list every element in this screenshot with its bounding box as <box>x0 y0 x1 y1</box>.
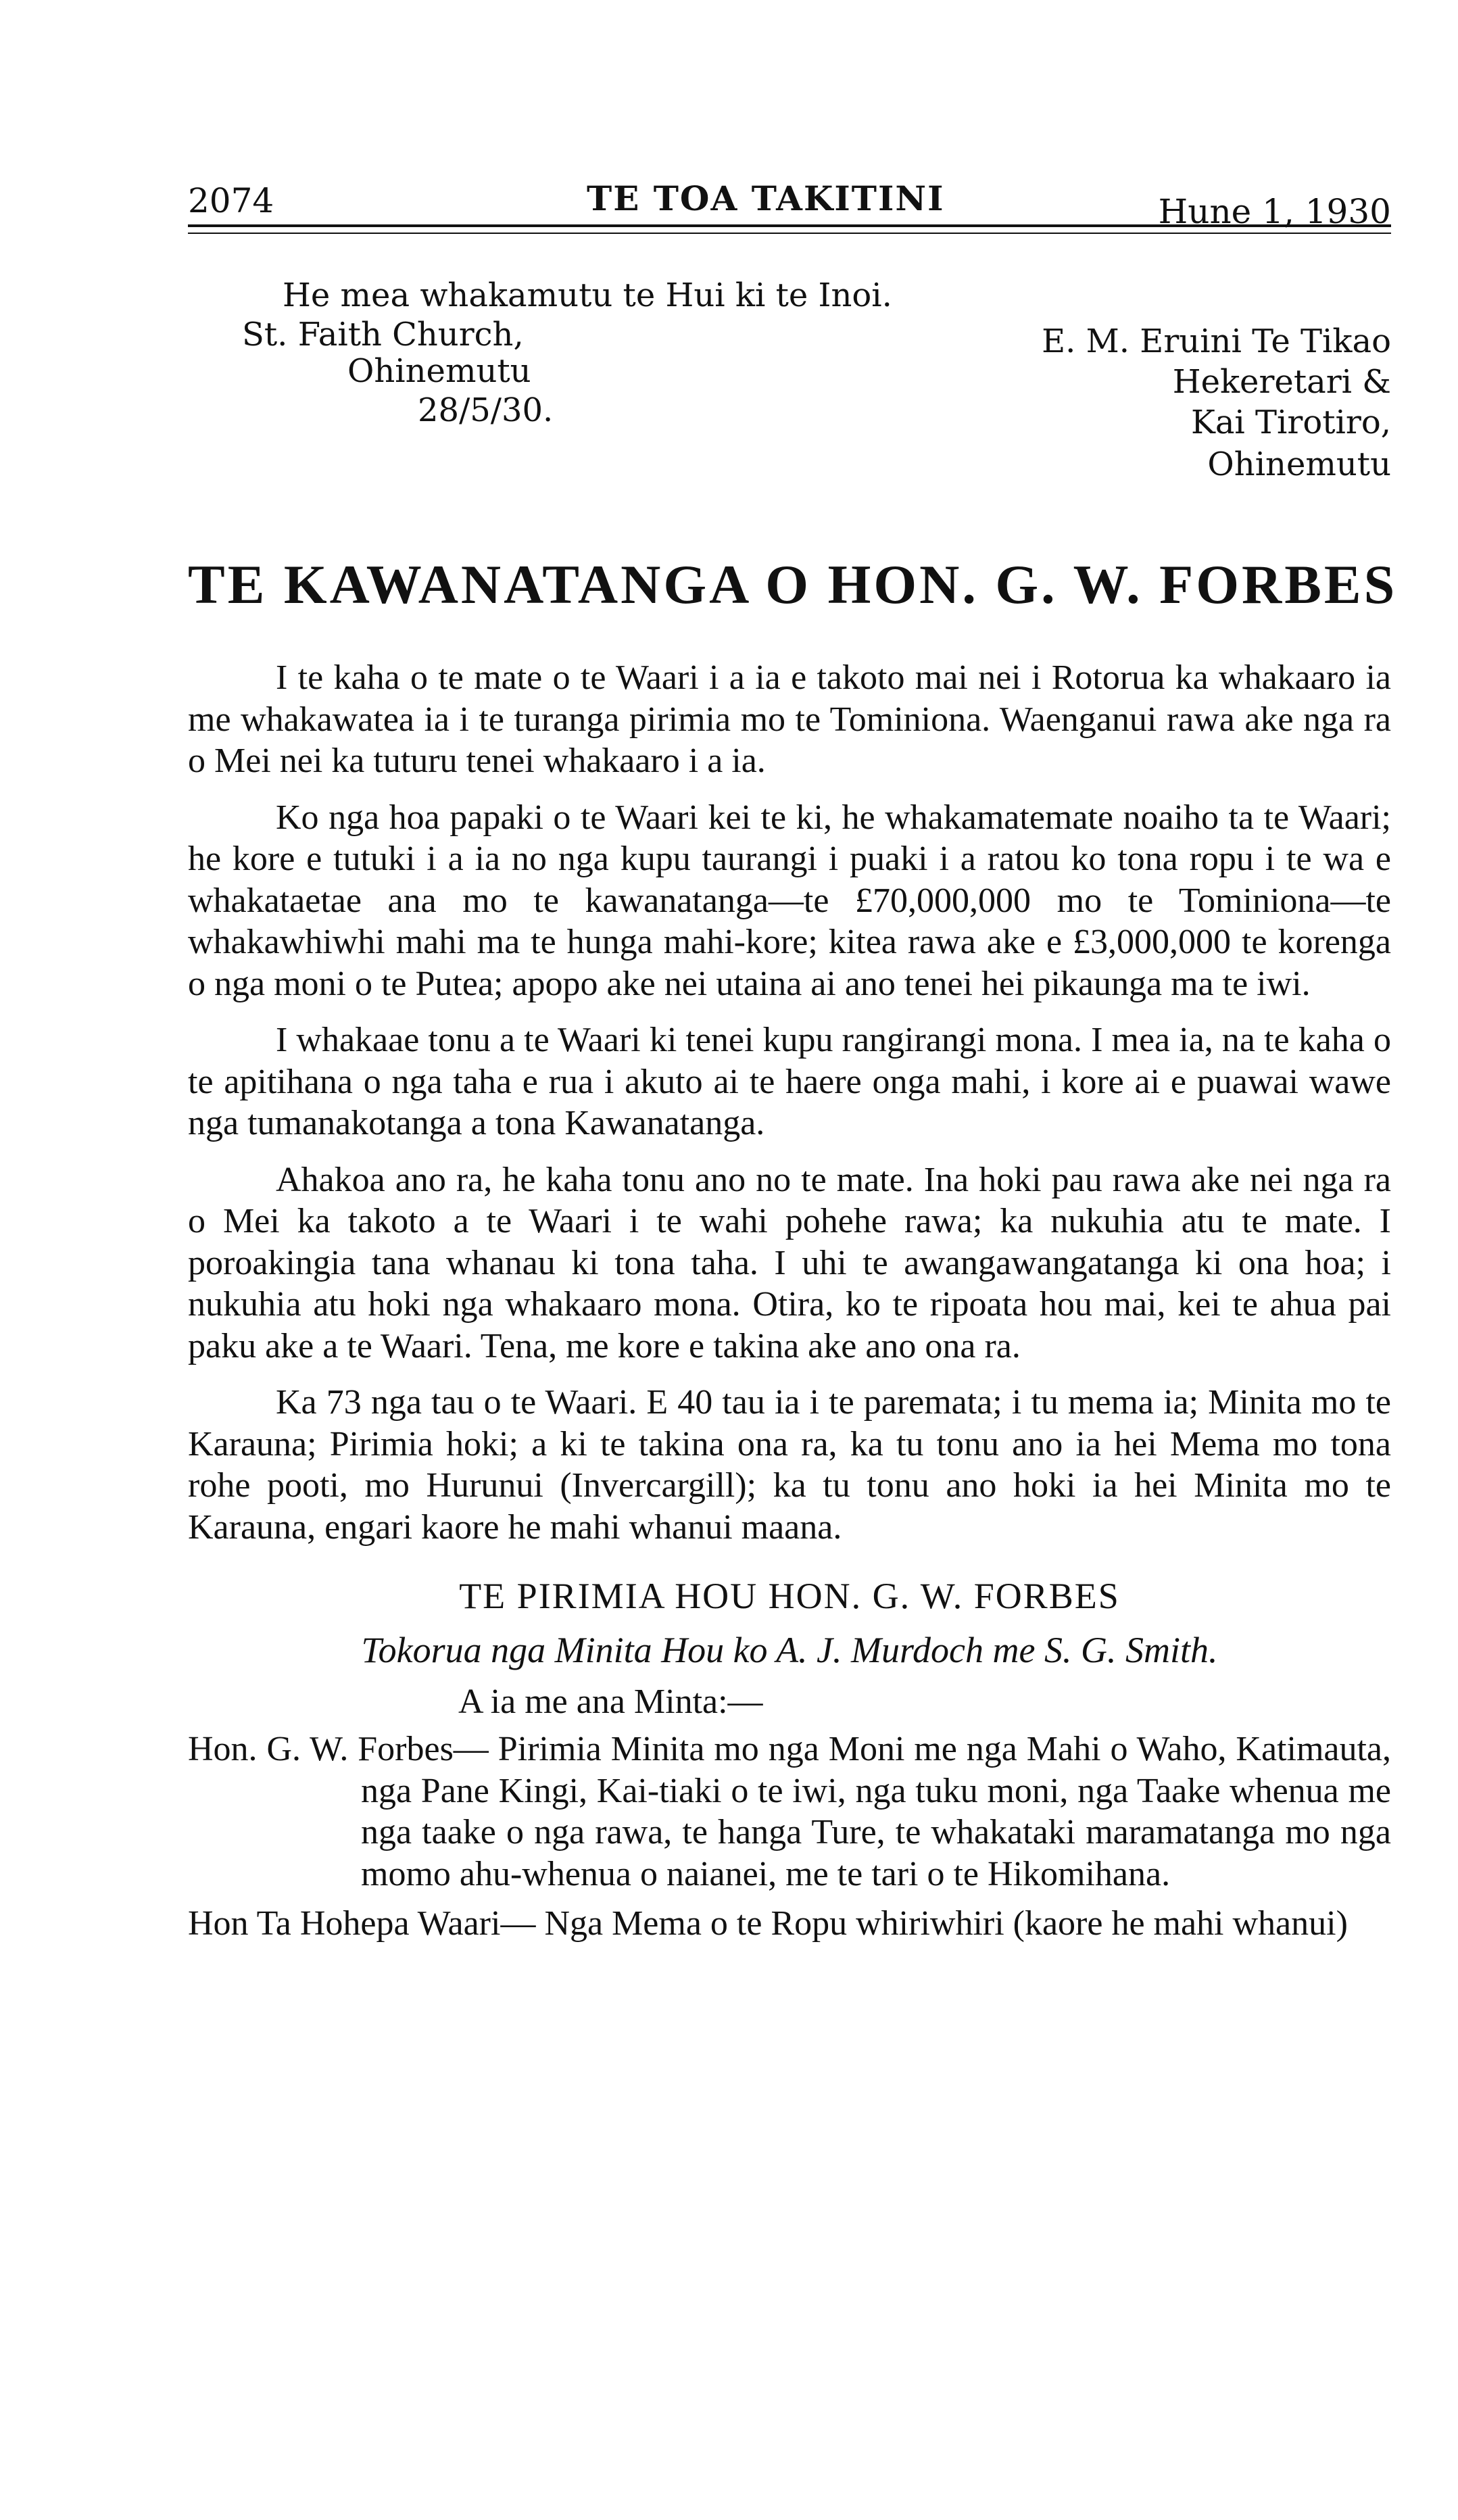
closing-line: He mea whakamutu te Hui ki te Inoi. <box>283 276 892 314</box>
minister-entry: Hon. G. W. Forbes— Pirimia Minita mo nga Moni me nga Mahi o Waho, Katimauta, nga Pane Kingi, Kai-tiaki o te iwi, nga tuku moni, nga Taake whenua me nga taake o nga rawa, te hanga Ture, te whakataki maramatanga mo nga momo ahu-whenua o naianei, me te tari o te Hikomihana. <box>188 1730 1391 1893</box>
section-subtitle: Tokorua nga Minita Hou ko A. J. Murdoch me S. G. Smith. <box>361 1630 1218 1670</box>
minister-entry: Hon Ta Hohepa Waari— Nga Mema o te Ropu whiriwhiri (kaore he mahi whanui) <box>188 1904 1348 1943</box>
closing-date: 28/5/30. <box>418 391 554 429</box>
issue-date: Hune 1, 1930 <box>1158 192 1391 231</box>
ministers-intro: A ia me ana Minta:— <box>458 1682 763 1721</box>
paragraph: Ko nga hoa papaki o te Waari kei te ki, he whakamatemate noaiho ta te Waari; he kore e tutuki i a ia no nga kupu taurangi i puaki i a ratou ko tona ropu i te wa e whakataetae ana mo te kawanatanga—te £70,000,000 mo te Tominiona—te whakawhiwhi mahi ma te hunga mahi-kore; kitea rawa ake e £3,000,000 te korenga o nga moni o te Putea; apopo ake nei utaina ai ano tenei hei pikaunga ma te iwi. <box>188 798 1391 1003</box>
closing-block <box>188 276 1391 539</box>
church-location: Ohinemutu <box>347 352 531 390</box>
page <box>188 174 1398 1953</box>
running-header <box>188 174 1391 231</box>
header-rule <box>188 224 1391 227</box>
paragraph: Ka 73 nga tau o te Waari. E 40 tau ia i te paremata; i tu mema ia; Minita mo te Karauna; Pirimia hoki; a ki te takina ona ra, ka tu tonu ano ia hei Mema mo tona rohe pooti, mo Hurunui (Invercargill); ka tu tonu ano hoki ia hei Minita mo te Karauna, engari kaore he mahi whanui maana. <box>188 1383 1391 1547</box>
article-title: TE KAWANATANGA O HON. G. W. FORBES <box>188 554 1398 615</box>
paragraph: I te kaha o te mate o te Waari i a ia e takoto mai nei i Rotorua ka whakaaro ia me whakawatea ia i te turanga pirimia mo te Tominiona. Waenganui rawa ake nga ra o Mei nei ka tuturu tenei whakaaro i a ia. <box>188 658 1391 780</box>
signatory-role-2: Kai Tirotiro, <box>1190 404 1391 441</box>
paragraph: Ahakoa ano ra, he kaha tonu ano no te mate. Ina hoki pau rawa ake nei nga ra o Mei ka takoto a te Waari i te wahi pohehe rawa; ka nukuhia atu te mate. I poroakingia tana whanau ki tona taha. I uhi te awangawangatanga ki ona hoa; i nukuhia atu hoki nga whakaaro mona. Otira, ko te ripoata hou mai, kei te ahua pai paku ake a te Waari. Tena, me kore e takina ake ano ona ra. <box>188 1160 1391 1365</box>
publication-title: TE TOA TAKITINI <box>587 178 945 218</box>
paragraph: I whakaae tonu a te Waari ki tenei kupu rangirangi mona. I mea ia, na te kaha o te apitihana o nga taha e rua i akuto ai te haere onga mahi, i kore ai e puawai wawe nga tumanakotanga a tona Kawanatanga. <box>188 1021 1391 1142</box>
page-number: 2074 <box>188 181 274 220</box>
article-body <box>188 657 1391 1548</box>
header-rule-thin <box>188 233 1391 234</box>
section-heading: TE PIRIMIA HOU HON. G. W. FORBES <box>459 1576 1120 1616</box>
signatory-location: Ohinemutu <box>1207 445 1391 483</box>
church-name: St. Faith Church, <box>242 316 524 354</box>
signatory-role: Hekeretari & <box>1172 363 1391 401</box>
signatory-name: E. M. Eruini Te Tikao <box>1042 322 1391 360</box>
